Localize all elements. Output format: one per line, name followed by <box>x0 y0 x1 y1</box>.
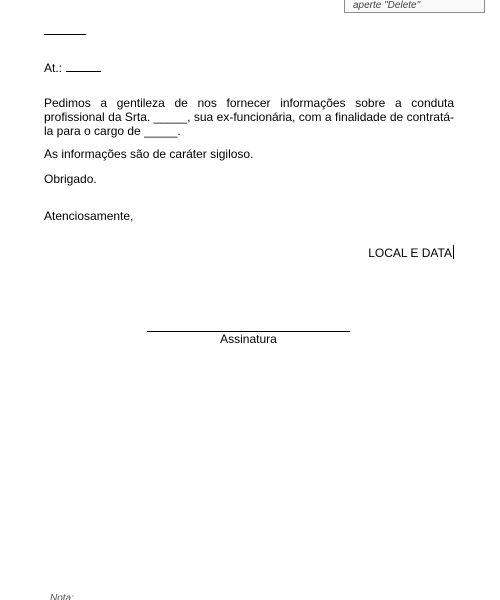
local-date-text: LOCAL E DATA <box>368 246 452 260</box>
text-cursor <box>453 245 454 259</box>
attention-blank <box>66 60 101 72</box>
signature-label: Assinatura <box>220 332 277 346</box>
confidentiality-paragraph: As informações são de caráter sigiloso. <box>44 147 254 161</box>
thanks-paragraph: Obrigado. <box>44 172 97 186</box>
local-date-line <box>368 245 454 260</box>
closing-text: Atenciosamente, <box>44 209 134 223</box>
request-paragraph: Pedimos a gentileza de nos fornecer informações sobre a conduta profissional da Srta. _____, sua ex-funcionária, com a finalidade de contratá-la para o cargo de _____. <box>44 96 454 138</box>
recipient-blank-line <box>44 34 86 35</box>
attention-label: At.: <box>44 61 63 75</box>
footer-note-label: Nota: <box>50 593 74 600</box>
footer-note <box>50 593 74 600</box>
instruction-tooltip <box>344 0 485 13</box>
attention-line <box>44 60 101 75</box>
tooltip-text: aperte "Delete" <box>353 0 421 11</box>
